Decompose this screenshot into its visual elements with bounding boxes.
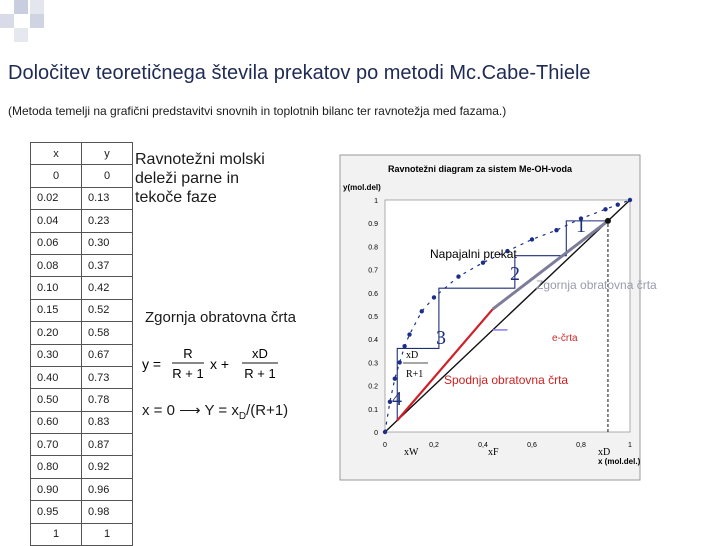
intercept-rule-prefix: x = 0 ⟶ Y = x: [142, 402, 239, 419]
table-cell-x: 0.04: [31, 210, 82, 232]
equilibrium-point: [383, 430, 387, 434]
slide-title: Določitev teoretičnega števila prekatov po metodi Mc.Cabe-Thiele: [8, 62, 591, 84]
table-cell-y: 0.73: [82, 366, 133, 388]
table-cell-x: 0.50: [31, 389, 82, 411]
table-cell-x: 0.30: [31, 344, 82, 366]
x-tick-label: 0: [383, 442, 387, 449]
y-tick-label: 0.1: [368, 406, 378, 414]
y-tick-label: 1: [374, 198, 378, 205]
y-tick-label: 0.4: [368, 337, 378, 345]
table-cell-x: 0.06: [31, 232, 82, 254]
equilibrium-point: [481, 260, 485, 264]
equilibrium-point: [628, 198, 632, 202]
equilibrium-point: [530, 237, 534, 241]
table-cell-x: 0.08: [31, 254, 82, 276]
stage-label-1: 1: [576, 215, 586, 237]
table-cell-y: 0.78: [82, 389, 133, 411]
y-axis-label: y(mol.del): [343, 183, 381, 192]
intercept-bottom-label: R+1: [406, 369, 424, 380]
y-tick-label: 0.8: [368, 244, 378, 252]
formula-num1: R: [183, 346, 193, 361]
formula-den2: R + 1: [244, 366, 276, 381]
equilibrium-point: [432, 295, 436, 299]
intercept-rule-sub: D: [238, 411, 247, 422]
equilibrium-point: [603, 207, 607, 211]
xw-label: xW: [404, 447, 419, 458]
equilibrium-point: [393, 376, 397, 380]
table-cell-x: 0.90: [31, 478, 82, 500]
y-tick-label: 0.2: [368, 383, 378, 391]
x-axis-label: x (mol.del.): [598, 457, 641, 466]
table-cell-x: 0.70: [31, 434, 82, 456]
x-tick-label: 0,6: [527, 442, 537, 449]
y-tick-label: 0.3: [368, 360, 378, 368]
y-tick-label: 0.5: [368, 314, 378, 321]
table-cell-y: 0: [82, 165, 133, 187]
xf-label: xF: [488, 447, 499, 458]
slide-subtitle: (Metoda temelji na grafični predstavitvi snovnih in toplotnih bilanc ter ravnotežja med fazama.): [8, 104, 507, 118]
equilibrium-point: [407, 332, 411, 336]
table-cell-y: 0.42: [82, 277, 133, 299]
stage-label-2: 2: [510, 263, 520, 285]
table-cell-y: 0.96: [82, 478, 133, 500]
table-cell-y: 0.37: [82, 254, 133, 276]
xd-label: xD: [598, 447, 611, 458]
equilibrium-point: [616, 202, 620, 206]
upper-line-label: Zgornja obratovna črta: [145, 309, 296, 326]
table-cell-y: 1: [82, 523, 133, 545]
x-tick-label: 1: [628, 442, 632, 449]
table-cell-x: 1: [31, 523, 82, 545]
table-cell-x: 0.20: [31, 322, 82, 344]
table-cell-y: 0.67: [82, 344, 133, 366]
equilibrium-point: [398, 360, 402, 364]
table-cell-x: 0.15: [31, 299, 82, 321]
stage-label-4: 4: [392, 388, 402, 410]
equilibrium-point: [420, 309, 424, 313]
feed-stage-label: Napajalni prekat: [430, 247, 517, 261]
equilibrium-description: Ravnotežni molski deleži parne in tekoče faze: [135, 151, 265, 206]
intercept-rule-suffix: /(R+1): [246, 402, 289, 419]
x-tick-label: 0,4: [478, 442, 488, 449]
lower-line-annotation: Spodnja obratovna črta: [444, 373, 569, 387]
intercept-top-label: xD: [406, 350, 419, 361]
table-cell-x: 0.40: [31, 366, 82, 388]
formula-den1: R + 1: [172, 366, 204, 381]
xd-point: [605, 218, 611, 224]
table-cell-x: 0.80: [31, 456, 82, 478]
table-cell-x: 0.02: [31, 187, 82, 209]
table-header-x: x: [31, 143, 82, 165]
table-cell-x: 0.95: [31, 501, 82, 523]
upper-line-annotation: Zgornja obratovna črta: [536, 278, 657, 292]
y-tick-label: 0: [374, 430, 378, 437]
table-cell-x: 0.10: [31, 277, 82, 299]
stage-label-3: 3: [436, 327, 446, 349]
x-tick-label: 0,8: [576, 442, 586, 449]
table-cell-x: 0: [31, 165, 82, 187]
equilibrium-point: [554, 228, 558, 232]
table-cell-y: 0.98: [82, 501, 133, 523]
table-cell-y: 0.52: [82, 299, 133, 321]
formula-x: x +: [210, 356, 230, 372]
table-cell-y: 0.92: [82, 456, 133, 478]
y-tick-label: 0.6: [368, 290, 378, 298]
table-cell-y: 0.83: [82, 411, 133, 433]
x-tick-label: 0,2: [429, 442, 439, 449]
table-cell-x: 0.60: [31, 411, 82, 433]
y-tick-label: 0.9: [368, 221, 378, 229]
y-tick-label: 0.7: [368, 267, 378, 275]
equilibrium-point: [456, 274, 460, 278]
table-cell-y: 0.58: [82, 322, 133, 344]
table-header-y: y: [82, 143, 133, 165]
formula-lhs: y =: [142, 356, 162, 372]
chart-title: Ravnotežni diagram za sistem Me-OH-voda: [387, 164, 573, 174]
q-line-annotation: e-črta: [552, 333, 578, 344]
formula-num2: xD: [252, 346, 268, 361]
table-cell-y: 0.23: [82, 210, 133, 232]
table-cell-y: 0.87: [82, 434, 133, 456]
equilibrium-point: [402, 344, 406, 348]
table-cell-y: 0.30: [82, 232, 133, 254]
table-cell-y: 0.13: [82, 187, 133, 209]
